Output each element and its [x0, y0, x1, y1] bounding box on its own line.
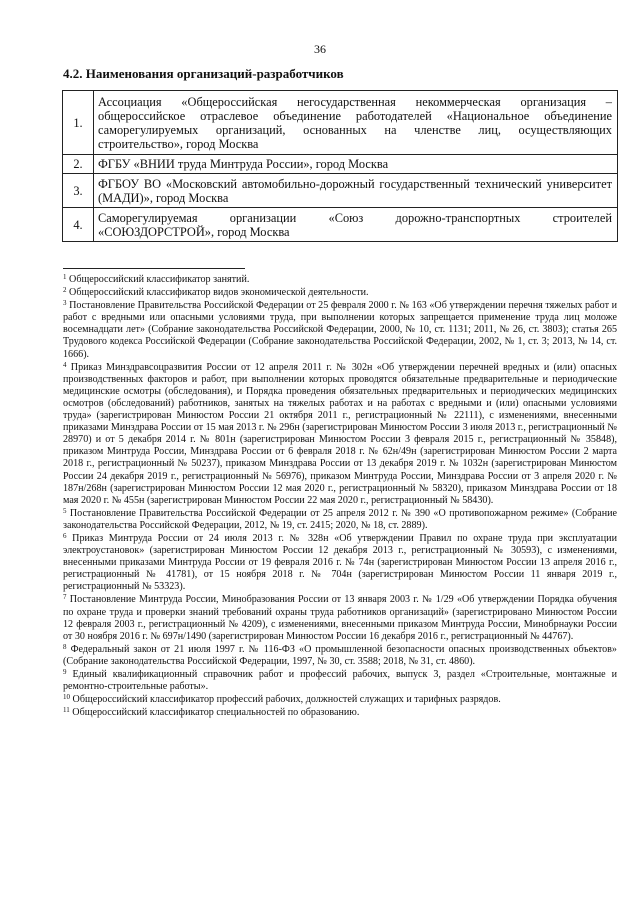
organization-name: ФГБУ «ВНИИ труда Минтруда России», город Москва	[94, 155, 618, 174]
footnote-mark: 10	[63, 693, 70, 702]
footnote-text: Федеральный закон от 21 июля 1997 г. № 116-ФЗ «О промышленной безопасности опасных производственных объектов» (Собрание законодательства Российской Федерации, 1997, № 30, ст. 3588; 2018, № 31, ст. 4860).	[63, 643, 617, 667]
footnote-mark: 11	[63, 706, 70, 715]
footnote-text: Приказ Минздравсоцразвития России от 12 апреля 2011 г. № 302н «Об утверждении перечней вредных и (или) опасных производственных факторов и работ, при выполнении которых проводятся обязательные предварительные и периодические медицинские осмотры (обследования), и Порядка проведения обязательных предварительных и периодических медицинских осмотров (обследований) работников, занятых на тяжелых работах и на работах с вредными и (или) опасными условиями труда» (зарегистрирован Минюстом России 21 октября 2011 г., регистрационный № 22111), с изменениями, внесенными приказами Минздрава России от 15 мая 2013 г. № 296н (зарегистрирован Минюстом России 3 июля 2013 г., регистрационный № 28970) и от 5 декабря 2014 г. № 801н (зарегистрирован Минюстом России 3 февраля 2015 г., регистрационный № 35848), приказом Минтруда России, Минздрава России от 6 февраля 2018 г. № 62н/49н (зарегистрирован Минюстом России 2 марта 2018 г., регистрационный № 50237), приказом Минздрава России от 13 декабря 2019 г. № 1032н (зарегистрирован Минюстом России 24 декабря 2019 г., регистрационный № 56976), приказом Минтруда России, Минздрава России от 3 апреля 2020 г. № 187н/268н (зарегистрирован Минюстом России 12 мая 2020 г., регистрационный № 58320), приказом Минздрава России от 18 мая 2020 г. № 455н (зарегистрирован Минюстом России 22 мая 2020 г., регистрационный № 58430).	[63, 361, 618, 506]
organization-name: ФГБОУ ВО «Московский автомобильно-дорожный государственный технический университет (МАДИ)», город Москва	[94, 174, 618, 208]
row-number: 3.	[63, 174, 94, 208]
footnote	[63, 594, 617, 642]
footnote	[63, 669, 617, 693]
footnote-text: Постановление Минтруда России, Минобразования России от 13 января 2003 г. № 1/29 «Об утверждении Порядка обучения по охране труда и проверки знаний требований охраны труда работников организаций» (зарегистрировано Минюстом России 12 февраля 2003 г., регистрационный № 4209), с изменениями, внесенными приказом Минтруда России, Минобрнауки России от 30 ноября 2016 г. № 697н/1490 (зарегистрирован Минюстом России 16 декабря 2016 г., регистрационный № 44767).	[63, 594, 617, 642]
footnote-mark: 1	[63, 273, 67, 281]
footnotes	[63, 274, 617, 720]
footnote	[63, 287, 617, 299]
row-number: 1.	[63, 91, 94, 155]
footnote	[63, 300, 617, 360]
footnote	[63, 533, 617, 593]
row-number: 2.	[63, 155, 94, 174]
footnote-mark: 3	[63, 299, 67, 308]
page-number: 36	[314, 42, 326, 56]
footnote	[63, 274, 617, 286]
organization-name: Саморегулируемая организации «Союз дорожно-транспортных строителей «СОЮЗДОРСТРОЙ», город Москва	[94, 208, 618, 242]
footnote	[63, 707, 617, 719]
footnote-mark: 4	[63, 360, 67, 369]
table-row	[63, 91, 618, 155]
organizations-table	[62, 90, 618, 242]
footnote	[63, 362, 617, 507]
footnote-mark: 5	[63, 506, 67, 515]
footnote	[63, 508, 617, 532]
footnote-text: Общероссийский классификатор занятий.	[69, 274, 250, 285]
footnote-text: Приказ Минтруда России от 24 июля 2013 г. № 328н «Об утверждении Правил по охране труда при эксплуатации электроустановок» (зарегистрирован Минюстом России 12 декабря 2013 г., регистрационный № 30593), с изменениями, внесенными приказами Минтруда России от 19 февраля 2016 г. № 74н (зарегистрирован Минюстом России 13 апреля 2016 г., регистрационный № 41781), от 15 ноября 2018 г. № 704н (зарегистрирован Минюстом России 11 января 2019 г., регистрационный № 53323).	[63, 532, 617, 593]
table-row	[63, 155, 618, 174]
footnote-mark: 6	[63, 531, 67, 540]
footnote-mark: 9	[63, 668, 67, 676]
footnote-text: Общероссийский классификатор профессий рабочих, должностей служащих и тарифных разрядов.	[72, 694, 501, 706]
footnote-text: Общероссийский классификатор специальностей по образованию.	[72, 707, 360, 719]
row-number: 4.	[63, 208, 94, 242]
footnote-mark: 7	[63, 593, 67, 602]
footnote-text: Постановление Правительства Российской Федерации от 25 апреля 2012 г. № 390 «О противопожарном режиме» (Собрание законодательства Российской Федерации, 2012, № 19, ст. 2415; 2020, № 18, ст. 2889).	[63, 507, 617, 531]
footnote	[63, 644, 617, 668]
table-row	[63, 208, 618, 242]
footnote-text: Общероссийский классификатор видов экономической деятельности.	[69, 287, 369, 299]
footnote-mark: 2	[63, 286, 67, 295]
footnote	[63, 694, 617, 706]
footnote-separator	[63, 268, 245, 269]
organization-name: Ассоциация «Общероссийская негосударственная некоммерческая организация – общероссийское отраслевое объединение работодателей «Национальное объединение саморегулируемых организаций, основанных на членстве лиц, осуществляющих строительство», город Москва	[94, 91, 618, 155]
footnote-text: Постановление Правительства Российской Федерации от 25 февраля 2000 г. № 163 «Об утверждении перечня тяжелых работ и работ с вредными или опасными условиями труда, при выполнении которых запрещается применение труда лиц моложе восемнадцати лет» (Собрание законодательства Российской Федерации, 2000, № 10, ст. 1131; 2011, № 26, ст. 3803); статья 265 Трудового кодекса Российской Федерации (Собрание законодательства Российской Федерации, 2002, № 1, ст. 3; 2013, № 14, ст. 1666).	[63, 300, 617, 360]
footnote-mark: 8	[63, 642, 67, 651]
footnote-text: Единый квалификационный справочник работ и профессий рабочих, выпуск 3, раздел «Строительные, монтажные и ремонтно-строительные работы».	[63, 669, 617, 693]
section-heading: 4.2. Наименования организаций-разработчиков	[63, 66, 344, 81]
table-row	[63, 174, 618, 208]
